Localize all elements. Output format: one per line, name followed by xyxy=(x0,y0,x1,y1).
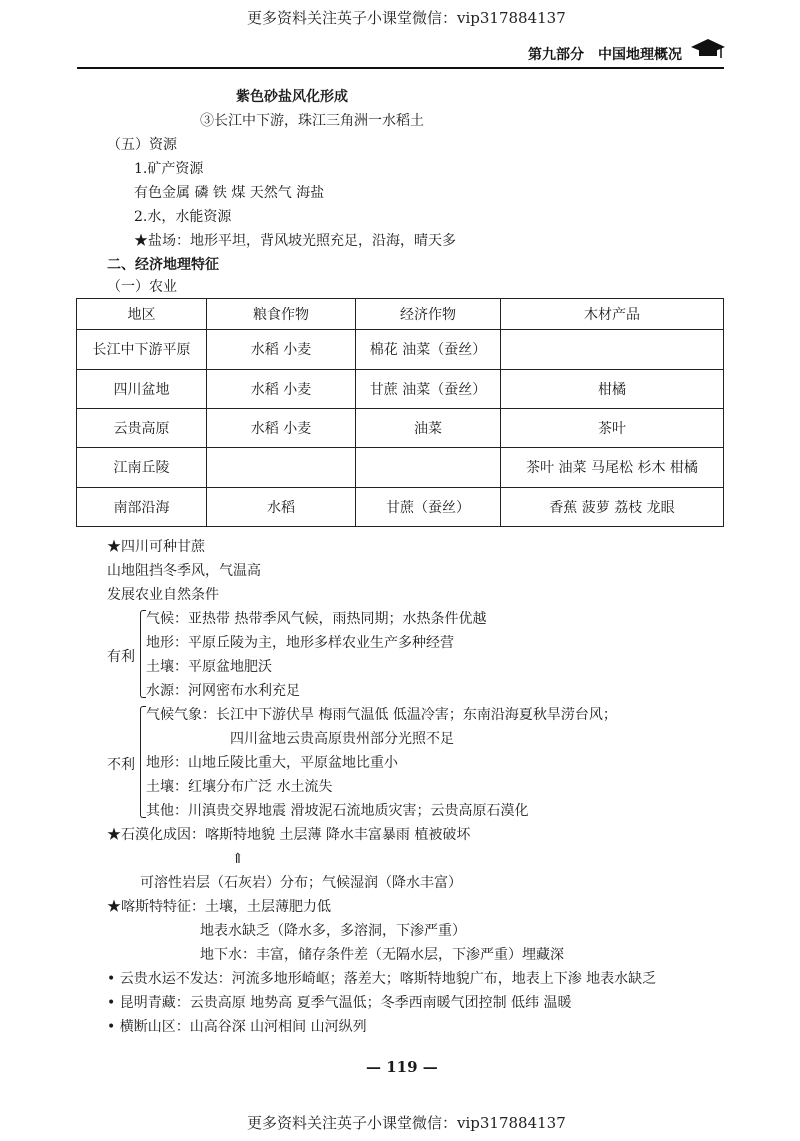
unfavorable-label: 不利 xyxy=(107,757,135,773)
sichuan-note: ★四川可种甘蔗 xyxy=(107,539,205,555)
table-row xyxy=(77,330,724,369)
table-cell: 棉花 油菜（蚕丝） xyxy=(356,330,501,369)
table-cell: 南部沿海 xyxy=(77,487,207,526)
table-cell: 甘蔗（蚕丝） xyxy=(356,487,501,526)
table-cell: 甘蔗 油菜（蚕丝） xyxy=(356,369,501,408)
karst-surface-water: 地表水缺乏（降水多，多溶洞，下渗严重） xyxy=(200,923,466,939)
conditions-title: 发展农业自然条件 xyxy=(107,587,219,603)
bullet-hengduan: • 横断山区：山高谷深 山河相间 山河纵列 xyxy=(107,1019,367,1035)
mineral-list: 有色金属 磷 铁 煤 天然气 海盐 xyxy=(134,185,325,201)
table-cell: 水稻 小麦 xyxy=(207,330,356,369)
salt-field-note: ★盐场：地形平坦，背风坡光照充足，沿海，晴天多 xyxy=(134,233,456,249)
table-cell: 江南丘陵 xyxy=(77,448,207,487)
table-cell xyxy=(501,330,724,369)
karst-groundwater: 地下水：丰富，储存条件差（无隔水层，下渗严重）埋藏深 xyxy=(200,947,564,963)
agri-title: （一）农业 xyxy=(107,279,177,295)
header-wood: 木材产品 xyxy=(501,299,724,330)
table-cell: 茶叶 油菜 马尾松 杉木 柑橘 xyxy=(501,448,724,487)
table-cell: 水稻 小麦 xyxy=(207,369,356,408)
table-cell: 香蕉 菠萝 荔枝 龙眼 xyxy=(501,487,724,526)
favorable-label: 有利 xyxy=(107,649,135,665)
header-watermark: 更多资料关注英子小课堂微信：vip317884137 xyxy=(247,9,566,27)
section-title: 第九部分 中国地理概况 xyxy=(528,47,682,63)
table-row xyxy=(77,408,724,447)
table-row xyxy=(77,487,724,526)
table-row xyxy=(77,369,724,408)
graduation-cap-icon xyxy=(690,36,726,62)
favorable-item: 地形：平原丘陵为主，地形多样农业生产多种经营 xyxy=(146,635,454,651)
resources-title: （五）资源 xyxy=(107,137,177,153)
unfavorable-item: 地形：山地丘陵比重大，平原盆地比重小 xyxy=(146,755,398,771)
bullet-kunming: • 昆明青藏：云贵高原 地势高 夏季气温低；冬季西南暖气团控制 低纬 温暖 xyxy=(107,995,572,1011)
table-cell: 云贵高原 xyxy=(77,408,207,447)
table-cell: 水稻 xyxy=(207,487,356,526)
unfavorable-item: 其他：川滇贵交界地震 滑坡泥石流地质灾害；云贵高原石漠化 xyxy=(146,803,529,819)
header-rule xyxy=(77,67,724,69)
favorable-item: 水源：河网密布水利充足 xyxy=(146,683,300,699)
table-cell: 长江中下游平原 xyxy=(77,330,207,369)
bullet-water-transport: • 云贵水运不发达：河流多地形崎岖；落差大；喀斯特地貌广布，地表上下渗 地表水缺乏 xyxy=(107,971,657,987)
header-grain: 粮食作物 xyxy=(207,299,356,330)
unfavorable-item: 土壤：红壤分布广泛 水土流失 xyxy=(146,779,333,795)
favorable-item: 土壤：平原盆地肥沃 xyxy=(146,659,272,675)
header-cash-crop: 经济作物 xyxy=(356,299,501,330)
water-title: 2.水，水能资源 xyxy=(134,209,232,225)
table-cell: 四川盆地 xyxy=(77,369,207,408)
karst-feature: ★喀斯特特征：土壤，土层薄肥力低 xyxy=(107,899,331,915)
table-cell: 油菜 xyxy=(356,408,501,447)
agriculture-table xyxy=(76,298,724,527)
footer-watermark: 更多资料关注英子小课堂微信：vip317884137 xyxy=(247,1114,566,1132)
table-cell xyxy=(356,448,501,487)
rocky-desertification-cause: ★石漠化成因：喀斯特地貌 土层薄 降水丰富暴雨 植被破坏 xyxy=(107,827,471,843)
table-cell: 水稻 小麦 xyxy=(207,408,356,447)
unfavorable-item: 四川盆地云贵高原贵州部分光照不足 xyxy=(230,731,454,747)
line-purple-soil: 紫色砂盐风化形成 xyxy=(236,89,348,105)
unfavorable-item: 气候气象：长江中下游伏旱 梅雨气温低 低温冷害；东南沿海夏秋旱涝台风； xyxy=(146,707,617,723)
header-region: 地区 xyxy=(77,299,207,330)
favorable-item: 气候：亚热带 热带季风气候，雨热同期；水热条件优越 xyxy=(146,611,487,627)
table-cell: 柑橘 xyxy=(501,369,724,408)
econ-title: 二、经济地理特征 xyxy=(107,257,219,273)
page-number: — 119 — xyxy=(366,1058,438,1076)
table-cell xyxy=(207,448,356,487)
up-arrow-icon: ⇑ xyxy=(232,851,244,867)
line-paddy-soil: ③长江中下游，珠江三角洲一水稻土 xyxy=(200,113,424,129)
rocky-desertification-note: 可溶性岩层（石灰岩）分布；气候湿润（降水丰富） xyxy=(140,875,462,891)
table-row xyxy=(77,448,724,487)
table-cell: 茶叶 xyxy=(501,408,724,447)
mountain-note: 山地阻挡冬季风，气温高 xyxy=(107,563,261,579)
mineral-title: 1.矿产资源 xyxy=(134,161,204,177)
table-header-row xyxy=(77,299,724,330)
